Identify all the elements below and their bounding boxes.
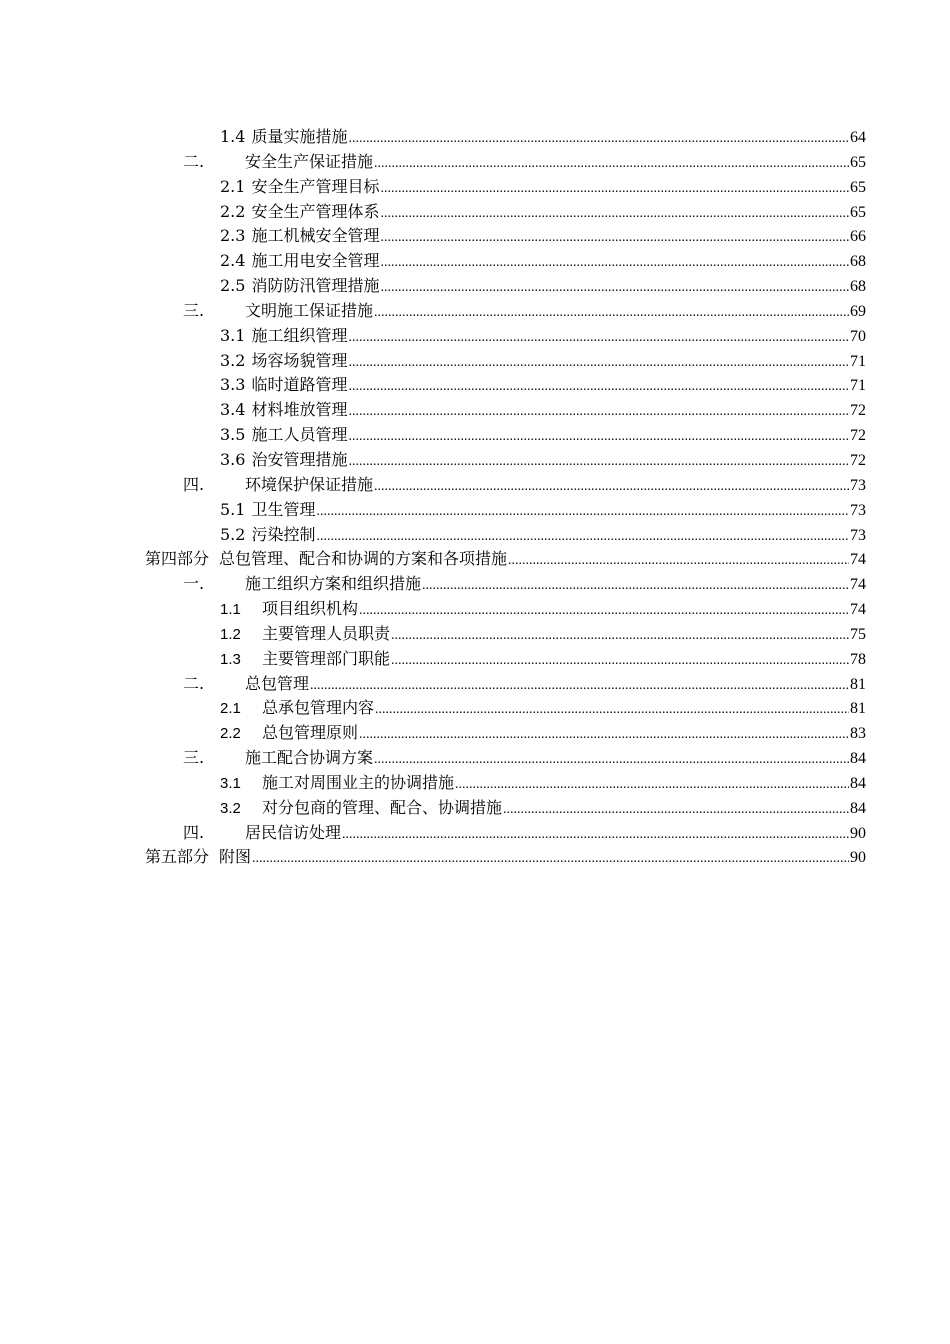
toc-entry-number: 3.5 [220,425,246,445]
toc-entry-number: 5.2 [220,524,246,544]
dot-leader [380,202,849,227]
toc-entry-title: 对分包商的管理、配合、协调措施 [262,797,503,817]
toc-entry-title: 总包管理 [245,673,310,693]
toc-entry-title: 临时道路管理 [251,375,348,395]
toc-entry-page-number: 78 [850,650,866,668]
toc-entry-number: 3.4 [220,400,246,420]
dot-leader [374,301,849,326]
toc-entry[interactable] [0,523,950,548]
toc-entry-page-number: 72 [850,402,866,420]
toc-entry-title: 居民信访处理 [245,822,342,842]
toc-entry-page-number: 69 [850,302,866,320]
toc-entry-number: 二. [183,151,205,171]
toc-entry[interactable] [0,746,950,771]
toc-entry-title: 项目组织机构 [262,599,359,619]
toc-entry[interactable] [0,175,950,200]
toc-entry-page-number: 72 [850,427,866,445]
dot-leader [342,823,849,848]
dot-leader [508,549,849,574]
toc-entry-title: 施工配合协调方案 [245,748,374,768]
toc-entry-number: 第四部分 [145,549,210,569]
toc-entry-title: 质量实施措施 [251,127,348,146]
toc-entry-number: 2.1 [220,176,246,196]
toc-entry-title: 施工机械安全管理 [251,226,380,246]
table-of-contents [0,125,950,870]
toc-entry-page-number: 90 [850,824,866,842]
toc-entry-page-number: 70 [850,327,866,345]
dot-leader [380,276,849,301]
toc-entry[interactable] [0,274,950,299]
toc-entry-number: 第五部分 [145,847,210,867]
dot-leader [348,326,849,351]
toc-entry-page-number: 65 [850,203,866,221]
toc-entry-page-number: 73 [850,501,866,519]
toc-entry-title: 施工组织方案和组织措施 [245,574,422,594]
toc-entry-number: 3.1 [220,325,246,345]
dot-leader [374,748,849,773]
toc-entry[interactable] [0,249,950,274]
dot-leader [310,674,849,699]
toc-entry-page-number: 84 [850,774,866,792]
toc-entry[interactable] [0,672,950,697]
toc-entry-number: 2.1 [220,700,241,718]
toc-entry-page-number: 75 [850,625,866,643]
toc-entry-number: 四. [183,474,205,494]
toc-entry-title: 安全生产管理体系 [251,201,380,221]
toc-entry-number: 3.1 [220,774,241,792]
toc-entry-title: 总包管理、配合和协调的方案和各项措施 [219,549,508,569]
dot-leader [359,723,849,748]
toc-entry-page-number: 81 [850,675,866,693]
toc-entry-number: 三. [183,748,205,768]
toc-entry-page-number: 83 [850,725,866,743]
toc-entry-title: 施工用电安全管理 [251,251,380,271]
toc-entry-title: 消防防汛管理措施 [251,276,380,296]
dot-leader [391,624,849,649]
toc-entry[interactable] [0,200,950,225]
dot-leader [359,599,849,624]
toc-entry-page-number: 74 [850,601,866,619]
toc-entry[interactable] [0,647,950,672]
toc-entry-number: 2.3 [220,226,246,246]
toc-entry[interactable] [0,349,950,374]
toc-entry-title: 文明施工保证措施 [245,300,374,320]
toc-entry-page-number: 73 [850,526,866,544]
toc-entry-title: 施工对周围业主的协调措施 [262,772,455,792]
toc-entry-number: 2.5 [220,276,246,296]
dot-leader [380,251,849,276]
dot-leader [348,375,849,400]
toc-entry-number: 3.3 [220,375,246,395]
toc-entry-number: 2.2 [220,725,241,743]
dot-leader [422,574,849,599]
toc-entry-number: 1.1 [220,601,241,619]
toc-entry-title: 环境保护保证措施 [245,474,374,494]
dot-leader [316,500,849,525]
dot-leader [252,847,849,872]
dot-leader [380,177,849,202]
toc-entry-number: 2.4 [220,251,246,271]
toc-entry[interactable] [0,324,950,349]
toc-entry-page-number: 81 [850,700,866,718]
toc-entry[interactable] [0,547,950,572]
toc-entry[interactable] [0,448,950,473]
toc-entry[interactable] [0,845,950,870]
toc-entry-title: 主要管理部门职能 [262,648,391,668]
toc-entry[interactable] [0,696,950,721]
dot-leader [348,425,849,450]
toc-entry-page-number: 64 [850,129,866,146]
toc-entry[interactable] [0,224,950,249]
toc-entry[interactable] [0,572,950,597]
dot-leader [374,475,849,500]
toc-entry[interactable] [0,125,950,150]
toc-entry-number: 二. [183,673,205,693]
dot-leader [455,773,849,798]
toc-entry[interactable] [0,796,950,821]
toc-entry-title: 施工人员管理 [251,425,348,445]
toc-entry-title: 总承包管理内容 [262,698,375,718]
toc-entry-number: 1.4 [220,127,246,146]
toc-entry-page-number: 72 [850,451,866,469]
toc-entry-page-number: 71 [850,352,866,370]
toc-entry-page-number: 68 [850,278,866,296]
dot-leader [348,127,849,152]
toc-entry-page-number: 84 [850,799,866,817]
toc-entry[interactable] [0,721,950,746]
toc-entry-number: 四. [183,822,205,842]
toc-entry-page-number: 90 [850,849,866,867]
toc-entry-number: 一. [183,574,205,594]
toc-entry-title: 附图 [219,847,252,867]
toc-entry[interactable] [0,771,950,796]
dot-leader [375,698,849,723]
dot-leader [503,798,849,823]
dot-leader [380,226,849,251]
toc-entry-number: 2.2 [220,201,246,221]
dot-leader [348,450,849,475]
toc-entry-title: 治安管理措施 [251,449,348,469]
toc-entry-number: 1.2 [220,625,241,643]
toc-entry-title: 总包管理原则 [262,723,359,743]
toc-entry[interactable] [0,498,950,523]
toc-entry-title: 安全生产保证措施 [245,151,374,171]
toc-entry-page-number: 65 [850,153,866,171]
toc-entry-number: 3.2 [220,799,241,817]
toc-entry-page-number: 68 [850,253,866,271]
toc-entry[interactable] [0,473,950,498]
toc-entry[interactable] [0,373,950,398]
dot-leader [316,525,849,550]
toc-entry-page-number: 73 [850,476,866,494]
dot-leader [348,351,849,376]
toc-entry[interactable] [0,398,950,423]
toc-entry-title: 施工组织管理 [251,325,348,345]
dot-leader [391,649,849,674]
toc-entry[interactable] [0,150,950,175]
toc-entry-page-number: 84 [850,750,866,768]
toc-entry-title: 场容场貌管理 [251,350,348,370]
toc-entry-title: 污染控制 [251,524,316,544]
toc-entry[interactable] [0,821,950,846]
toc-entry-page-number: 74 [850,576,866,594]
toc-entry[interactable] [0,622,950,647]
toc-entry-title: 卫生管理 [251,499,316,519]
toc-entry-page-number: 74 [850,551,866,569]
toc-entry-title: 主要管理人员职责 [262,623,391,643]
toc-entry-page-number: 71 [850,377,866,395]
toc-entry-number: 3.6 [220,449,246,469]
toc-entry-number: 三. [183,300,205,320]
toc-entry[interactable] [0,597,950,622]
toc-entry-title: 材料堆放管理 [251,400,348,420]
toc-entry-number: 1.3 [220,650,241,668]
toc-entry-number: 3.2 [220,350,246,370]
toc-entry-title: 安全生产管理目标 [251,176,380,196]
toc-entry[interactable] [0,423,950,448]
toc-entry-number: 5.1 [220,499,246,519]
dot-leader [374,152,849,177]
dot-leader [348,400,849,425]
toc-entry[interactable] [0,299,950,324]
toc-entry-page-number: 65 [850,178,866,196]
toc-entry-page-number: 66 [850,228,866,246]
